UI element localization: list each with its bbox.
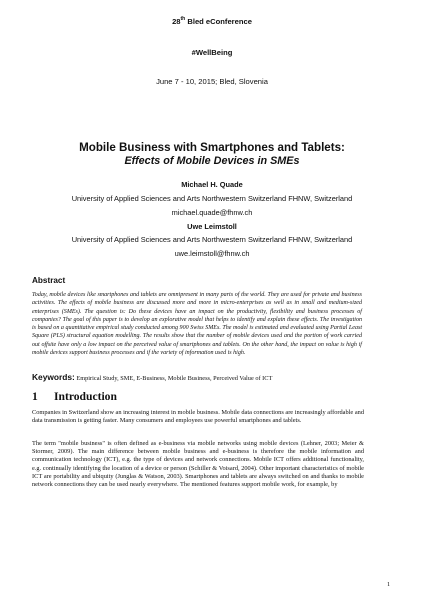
keywords-text: Empirical Study, SME, E-Business, Mobile Business, Perceived Value of ICT <box>76 375 273 382</box>
paper-title: Mobile Business with Smartphones and Tablets: <box>79 141 345 154</box>
page-number: 1 <box>387 581 391 588</box>
introduction-paragraph: Companies in Switzerland show an increasing interest in mobile business. Mobile data connections are increasingly affordable and data transmission is getting faster. Many consumers and employees use powerful smartphones and tablets. <box>32 409 364 425</box>
author-name: Uwe Leimstoll <box>187 222 237 231</box>
conference-number: 28 <box>172 17 181 26</box>
keywords-label: Keywords: <box>32 372 75 382</box>
paper-subtitle: Effects of Mobile Devices in SMEs <box>124 155 300 167</box>
conference-hashtag: #WellBeing <box>191 48 233 57</box>
author-affiliation: University of Applied Sciences and Arts Northwestern Switzerland FHNW, Switzerland <box>71 194 353 203</box>
author-affiliation: University of Applied Sciences and Arts Northwestern Switzerland FHNW, Switzerland <box>71 235 353 244</box>
introduction-paragraph: The term "mobile business" is often defined as e-business via mobile networks using mobile devices (Lehner, 2003; Meier & Stormer, 2009). The main difference between mobile business and e-business is therefore the mobile information and communication technology (ICT), e.g. the type of devices and network connections. Mobile ICT offers additional functionality, e.g. continually identifying the location of a device or person (Schiller & Voisard, 2004). Other important characteristics of mobile ICT are portability and ubiquity (Junglas & Watson, 2003). Smartphones and tablets are always switched on and thanks to mobile network connections they can be used nearly everywhere. The mentioned features support mobile work, for example, by <box>32 440 364 489</box>
conference-date-location: June 7 - 10, 2015; Bled, Slovenia <box>156 77 268 86</box>
keywords-line <box>32 373 372 383</box>
author-email: michael.quade@fhnw.ch <box>171 208 253 217</box>
conference-ordinal: th <box>180 16 186 22</box>
author-name: Michael H. Quade <box>181 180 243 189</box>
abstract-heading: Abstract <box>32 276 66 285</box>
conference-name: Bled eConference <box>185 17 252 26</box>
abstract-text: Today, mobile devices like smartphones and tablets are omnipresent in many parts of the world. They are used for private and business activities. The effects of mobile business are discussed more and more in micro-enterprises as well as in small and medium-sized enterprises (SMEs). The question is: Do these devices have an impact on the productivity, flexibility and business processes of companies? The goal of this paper is to develop an explorative model that helps to identify and explain these effects. The investigation is based on a quantitative empirical study conducted among 900 Swiss SMEs. The model is estimated and evaluated using Partial Least Square (PLS) structural equation modelling. The results show that the number of mobile devices used and the portion of work carried out offsite have only a low impact on the perceived value of smartphones and tablets. On the other hand, the impact on value is high if mobile devices support business processes and if the variety of information used is high. <box>32 292 362 357</box>
section-heading <box>32 390 117 403</box>
section-title: Introduction <box>54 390 117 403</box>
author-email: uwe.leimstoll@fhnw.ch <box>174 249 250 258</box>
conference-title <box>0 17 424 26</box>
section-number: 1 <box>32 390 38 403</box>
